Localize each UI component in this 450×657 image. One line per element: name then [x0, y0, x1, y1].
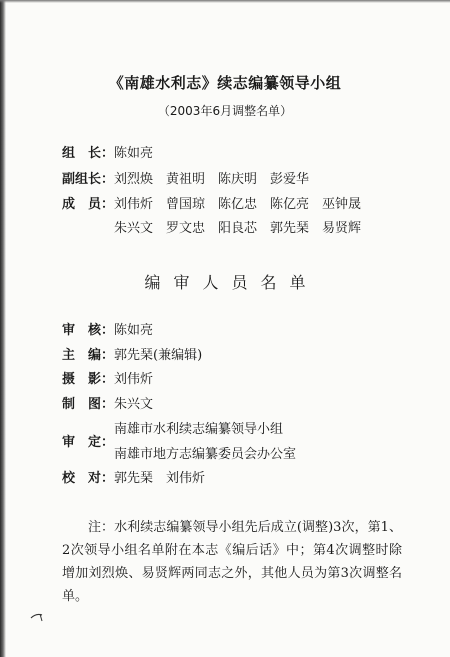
chief-editor-label: 主 编： [62, 348, 115, 363]
approval-line-1: 南雄市水利续志编纂领导小组 [114, 422, 284, 437]
deputy-name: 彭爱华 [270, 172, 310, 187]
deputy-names [114, 172, 322, 187]
page-subtitle: （2003年6月调整名单） [157, 104, 293, 118]
page-title: 《南雄水利志》续志编纂领导小组 [108, 74, 342, 92]
member-name: 巫钟晟 [322, 197, 362, 212]
member-name: 曾国琼 [166, 197, 206, 212]
member-name: 朱兴文 [114, 221, 154, 236]
drawing-value: 朱兴文 [114, 397, 154, 412]
scan-mark-icon [30, 612, 44, 622]
approval-label: 审 定： [62, 435, 115, 450]
members-label: 成 员： [62, 197, 115, 212]
member-name: 郭先琹 [270, 221, 310, 236]
members-row [62, 196, 374, 214]
approval-line-2: 南雄市地方志编纂委员会办公室 [114, 447, 297, 462]
deputy-name: 陈庆明 [218, 172, 258, 187]
approval-row [62, 434, 114, 452]
chief-editor-row [62, 347, 202, 365]
members-names-row1 [114, 197, 374, 212]
member-name: 陈亿亮 [270, 197, 310, 212]
deputy-label: 副组长： [62, 172, 115, 187]
review-value: 陈如亮 [114, 323, 154, 338]
deputy-name: 刘烈焕 [114, 172, 154, 187]
drawing-row [62, 396, 153, 414]
proofread-label: 校 对： [62, 471, 115, 486]
deputy-row [62, 171, 322, 189]
photography-row [62, 371, 153, 389]
review-label: 审 核： [62, 323, 115, 338]
member-name: 易贤辉 [322, 221, 362, 236]
review-row [62, 322, 153, 340]
scan-edge-top [0, 0, 450, 3]
member-name: 陈亿忠 [218, 197, 258, 212]
footnote: 注：水利续志编纂领导小组先后成立(调整)3次，第1、2次领导小组名单附在本志《编后话》中；第4次调整时除增加刘烈焕、易贤辉两同志之外，其他人员为第3次调整名单。 [62, 520, 402, 604]
members-names-row2 [114, 220, 374, 238]
member-name: 罗文忠 [166, 221, 206, 236]
member-name: 阳良芯 [218, 221, 258, 236]
proofread-row [62, 470, 205, 488]
scan-edge-left [0, 0, 6, 657]
editorial-section-title: 编审人员名单 [144, 273, 319, 292]
leader-row [62, 145, 166, 163]
leader-name: 陈如亮 [114, 146, 154, 161]
photography-value: 刘伟炘 [114, 372, 154, 387]
leader-names [114, 146, 166, 161]
leader-label: 组 长： [62, 146, 115, 161]
drawing-label: 制 图： [62, 397, 115, 412]
chief-editor-value: 郭先琹(兼编辑) [114, 348, 203, 363]
deputy-name: 黄祖明 [166, 172, 206, 187]
proofread-value: 郭先琹 刘伟炘 [114, 471, 206, 486]
member-name: 刘伟炘 [114, 197, 154, 212]
photography-label: 摄 影： [62, 372, 115, 387]
